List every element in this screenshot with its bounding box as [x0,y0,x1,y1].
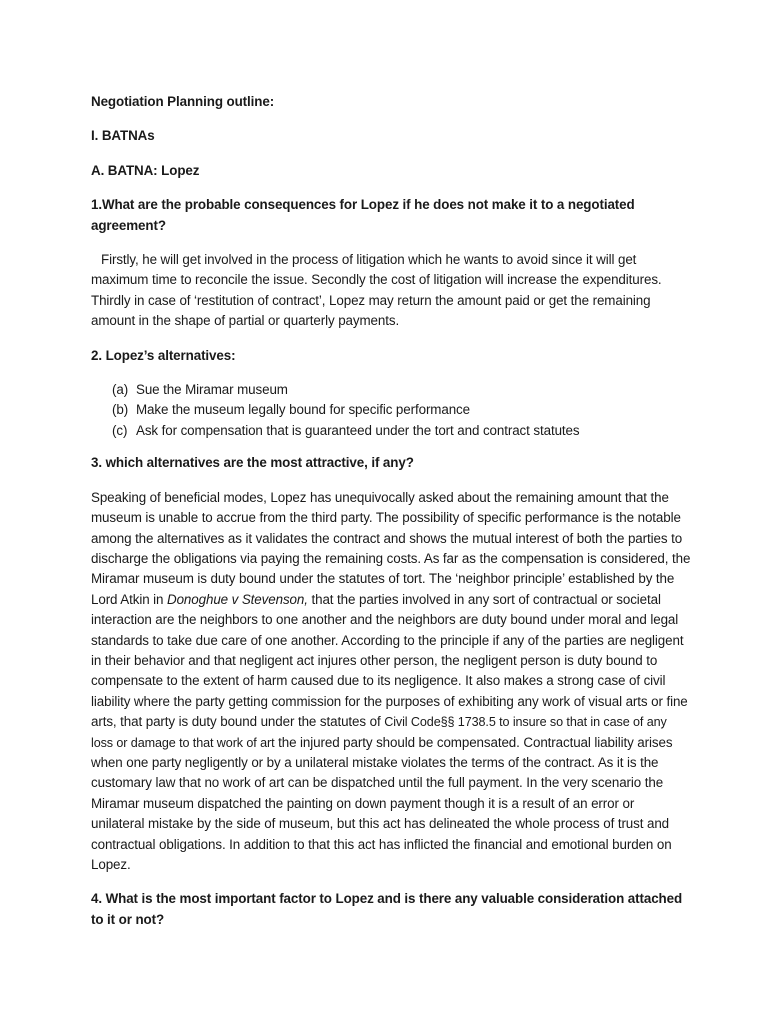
list-item-text: Ask for compensation that is guaranteed under the tort and contract statutes [136,422,580,438]
answer-1-paragraph: Firstly, he will get involved in the process of litigation which he wants to avoid since it will get maximum time to reconcile the issue. Secondly the cost of litigation will increase the expenditures. Thirdly in case of ‘restitution of contract’, Lopez may return the amount paid or get the remaining amount in the shape of partial or quarterly payments. [91,252,662,329]
question-1: 1.What are the probable consequences for Lopez if he does not make it to a negotiated agreement? [91,197,635,233]
answer-3-paragraph [91,488,691,876]
question-3: 3. which alternatives are the most attractive, if any? [91,455,414,471]
document-body [91,92,691,944]
answer-3-text-part2: that the parties involved in any sort of contractual or societal interaction are the neighbors to one another and the neighbors are duty bound under moral and legal standards to take due care of one another. According to the principle if any of the parties are negligent in their behavior and that negligent act injures other person, the negligent person is duty bound to compensate to the extent of harm caused due to its negligence. It also makes a strong case of civil liability where the party getting commission for the purposes of exhibiting any work of visual arts or fine arts, that party is duty bound under the statutes of [91,591,688,730]
list-marker: (a) [112,382,129,398]
list-item [91,421,691,441]
alternatives-list [91,380,691,441]
list-marker: (c) [112,422,128,438]
list-item [91,400,691,420]
document-title: Negotiation Planning outline: [91,94,275,109]
subsection-heading-batna-lopez: A. BATNA: Lopez [91,162,200,178]
answer-3-text-part1: Speaking of beneficial modes, Lopez has unequivocally asked about the remaining amount that the museum is unable to accrue from the third party. The possibility of specific performance is the notable among the alternatives as it validates the contract and shows the mutual interest of both the parties to discharge the obligations via paying the remaining costs. As far as the compensation is considered, the Miramar museum is duty bound under the statutes of tort. The ‘neighbor principle’ established by the Lord Atkin in [91,489,691,607]
question-2: 2. Lopez’s alternatives: [91,347,236,363]
section-heading-batnas: I. BATNAs [91,128,155,144]
question-4: 4. What is the most important factor to Lopez and is there any valuable consideration attached to it or not? [91,891,683,927]
answer-3-text-part3: the injured party should be compensated. Contractual liability arises when one party negligently or by a unilateral mistake violates the terms of the contract. As it is the customary law that no work of art can be dispatched until the full payment. In the very scenario the Miramar museum dispatched the painting on down payment though it is a result of an error or unilateral mistake by the side of museum, but this act has delineated the whole process of trust and contractual obligations. In addition to that this act has inflicted the financial and emotional burden on Lopez. [91,734,673,872]
case-citation: Donoghue v Stevenson, [167,591,308,607]
list-item-text: Sue the Miramar museum [136,382,288,398]
list-item [91,380,691,400]
statute-citation: Civil Code§§ 1738.5 to insure so that in case of any loss or damage to that work of art [91,715,667,750]
list-item-text: Make the museum legally bound for specific performance [136,402,470,418]
list-marker: (b) [112,402,129,418]
